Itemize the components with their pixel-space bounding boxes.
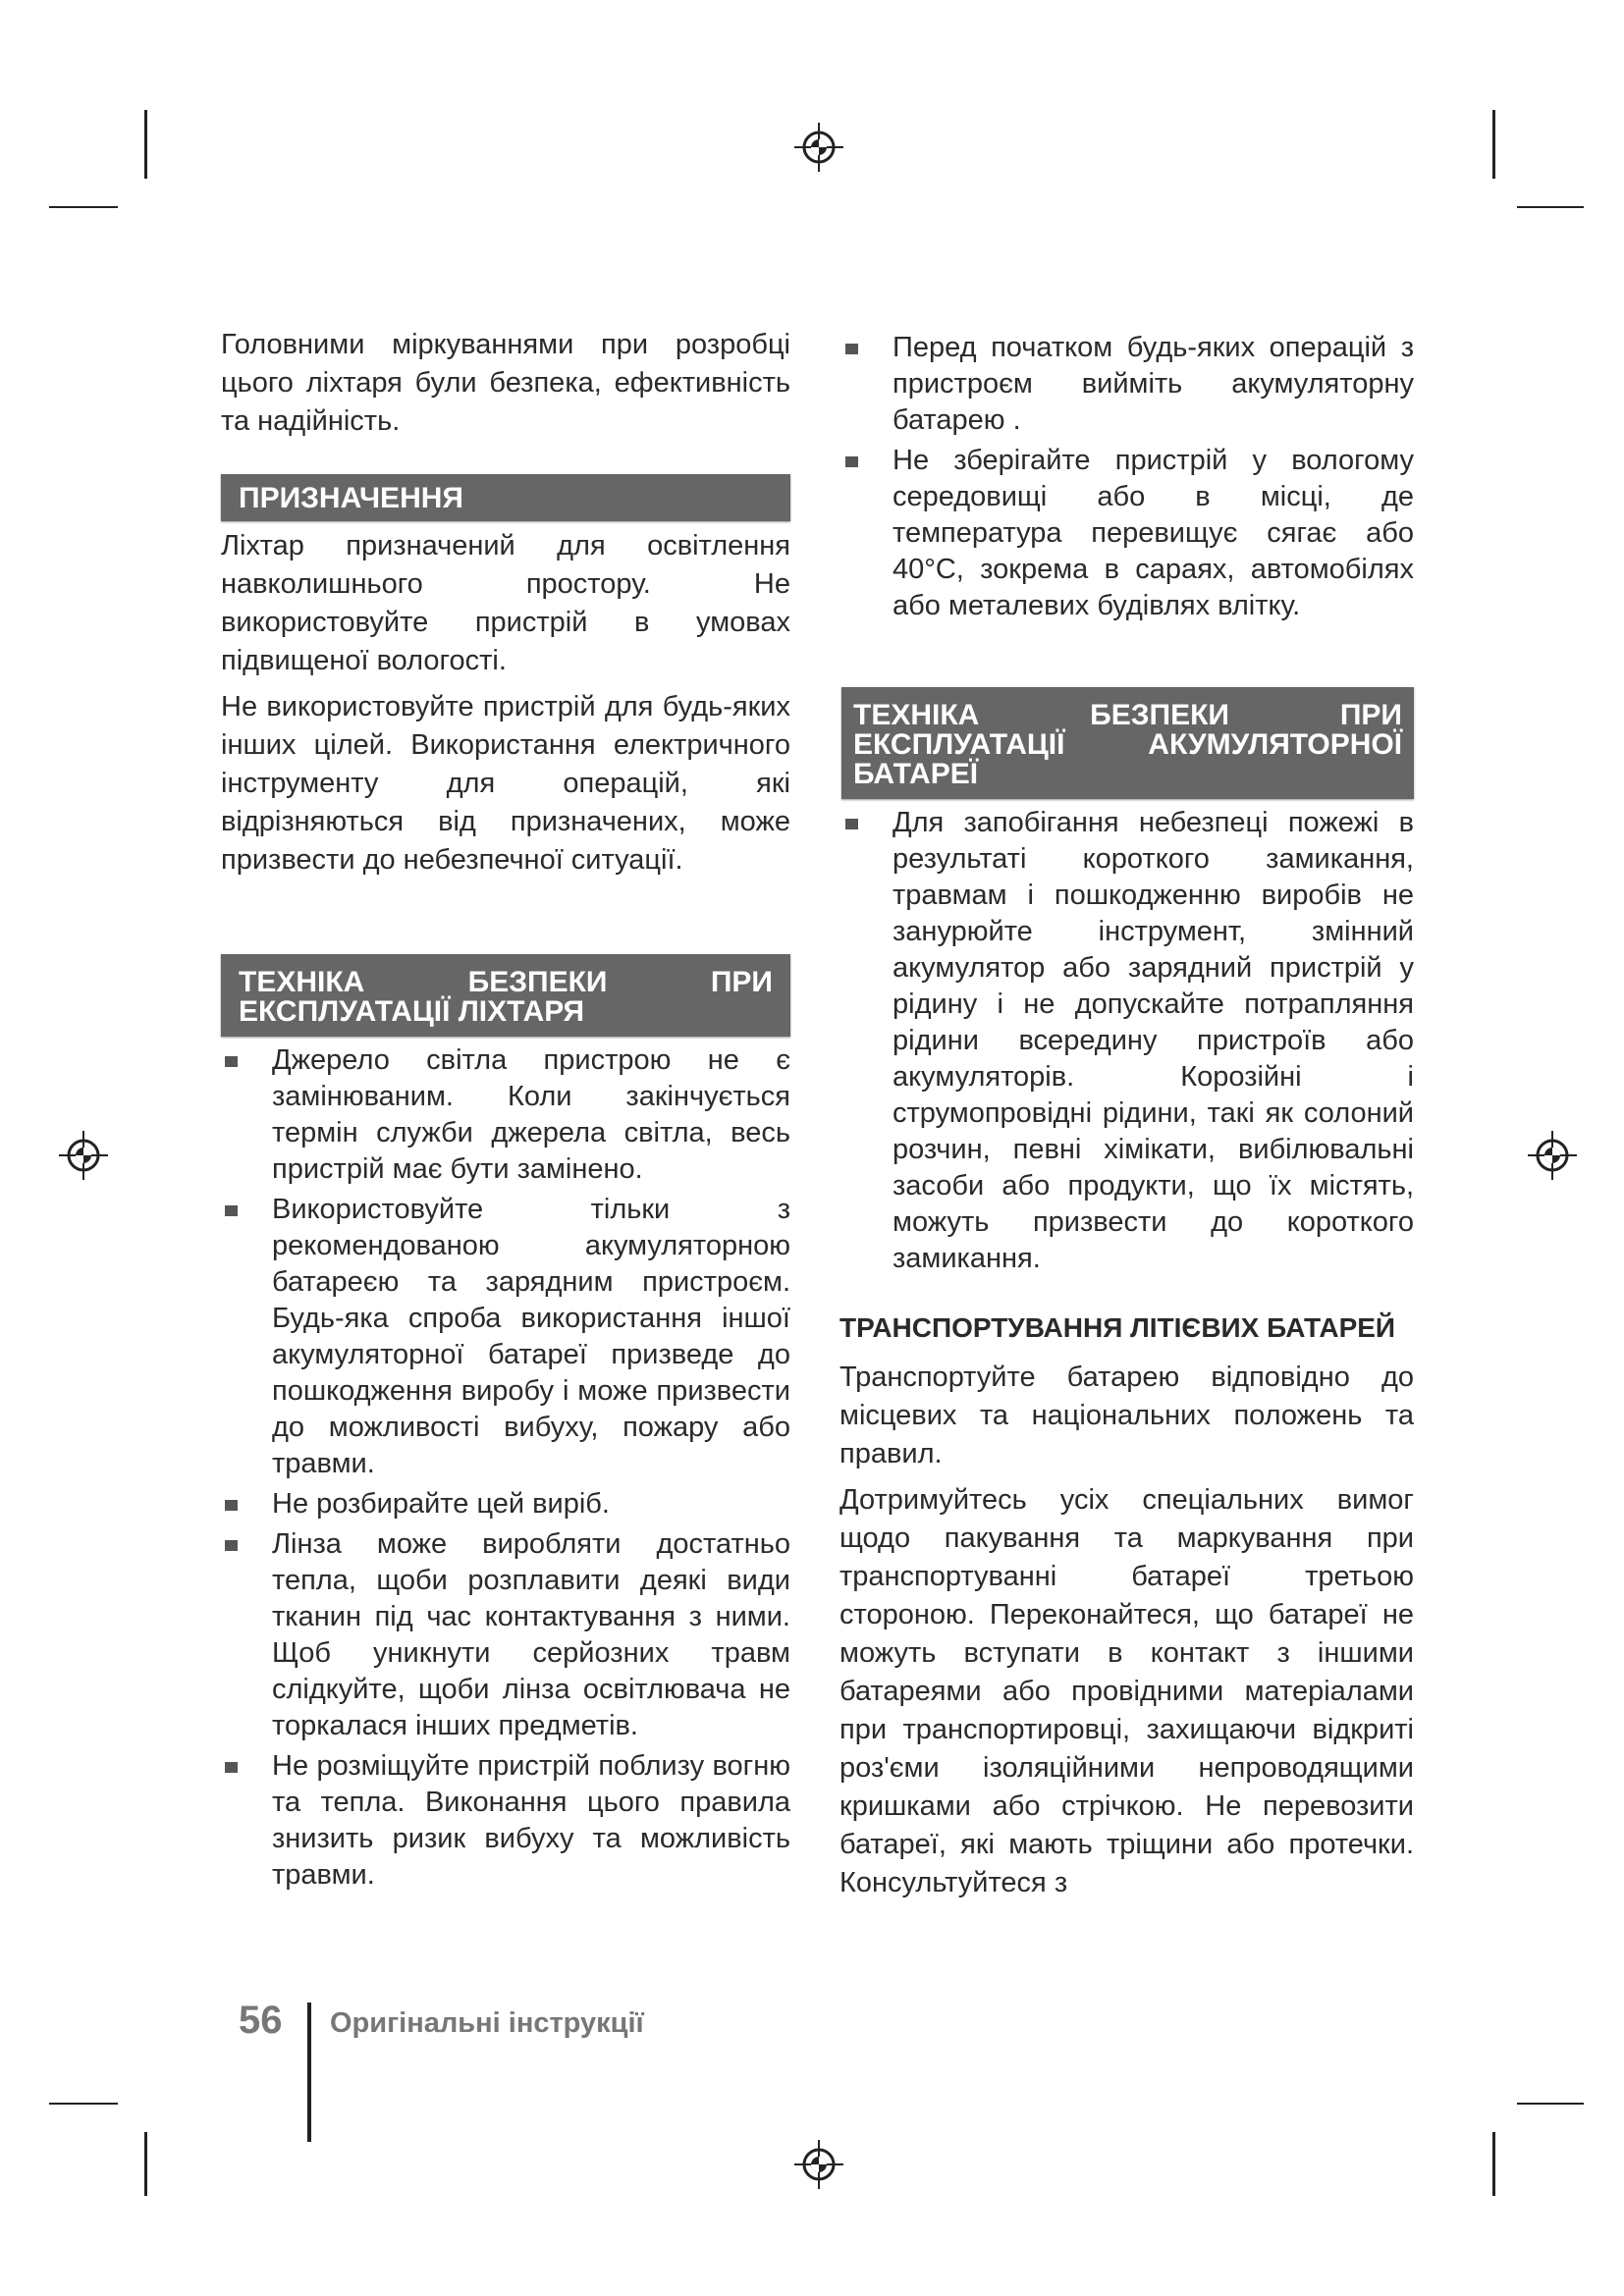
- bullet-icon: [845, 456, 858, 467]
- footer-divider: [307, 2002, 311, 2142]
- bullet-icon: [845, 344, 858, 354]
- list-item-text: Для запобігання небезпеці пожежі в результаті короткого замикання, травмам і пошкодженню виробів не занурюйте інструмент, змінний акумулятор або зарядний пристрій у рідину і не допускайте потрапляння рідини всередину пристроїв або акумуляторів. Корозійні і струмопровідні рідини, такі як солоний розчин, певні хімікати, вибілювальні засоби або продукти, що їх містять, можуть призвести до короткого замикання.: [893, 807, 1414, 1274]
- bullet-icon: [225, 1205, 238, 1216]
- subsection-heading: ТРАНСПОРТУВАННЯ ЛІТІЄВИХ БАТАРЕЙ: [839, 1312, 1396, 1343]
- bullet-icon: [225, 1056, 238, 1067]
- right-bullets: [841, 330, 1414, 628]
- crop-mark: [144, 2132, 147, 2196]
- list-item-text: Лінза може виробляти достатньо тепла, щоби розплавити деякі види тканин під час контактування з ними. Щоб уникнути серйозних травм слідкуйте, щоби лінза освітлювача не торкалася інших предметів.: [272, 1528, 790, 1741]
- list-item: [221, 1192, 790, 1482]
- crop-mark: [49, 2103, 118, 2105]
- crop-mark: [49, 206, 118, 208]
- intro-block: [221, 326, 790, 449]
- list-item: [841, 443, 1414, 624]
- bullet-icon: [845, 819, 858, 829]
- registration-mark-icon: [792, 2138, 845, 2191]
- bullet-icon: [225, 1540, 238, 1551]
- paragraph: Не використовуйте пристрій для будь-яких інших цілей. Використання електричного інструменту для операцій, які відрізняються від призначених, може призвести до небезпечної ситуації.: [221, 691, 790, 876]
- list-item: [221, 1042, 790, 1188]
- list-item-text: Не розбирайте цей виріб.: [272, 1488, 610, 1520]
- registration-mark-icon: [1526, 1129, 1579, 1182]
- list-item-text: Перед початком будь-яких операцій з пристроєм вийміть акумуляторну батарею .: [893, 332, 1414, 436]
- section-transport: [839, 1311, 1414, 1910]
- paragraph: Ліхтар призначений для освітлення навколишнього простору. Не використовуйте пристрій в умовах підвищеної вологості.: [221, 530, 790, 676]
- crop-mark: [1517, 206, 1584, 208]
- section-battery-safety: [841, 687, 1414, 1281]
- registration-mark-icon: [792, 121, 845, 174]
- list-item: [841, 805, 1414, 1277]
- page-number: 56: [239, 1999, 283, 2042]
- bullet-icon: [225, 1500, 238, 1511]
- paragraph: Дотримуйтесь усіх спеціальних вимог щодо пакування та маркування при транспортуванні батареї третьою стороною. Переконайтеся, що батареї не можуть вступати в контакт з іншими батареями або провідними матеріалами при транспортировці, захищаючи відкриті роз'єми ізоляційними непроводящими кришками або стрічкою. Не перевозити батареї, які мають тріщини або протечки. Консультуйтеся з: [839, 1484, 1414, 1898]
- crop-mark: [1492, 2132, 1495, 2196]
- list-item: [841, 330, 1414, 439]
- list-item-text: Джерело світла пристрою не є замінюваним. Коли закінчується термін служби джерела світла, весь пристрій має бути замінено.: [272, 1044, 790, 1185]
- section-purpose: [221, 474, 790, 887]
- intro-paragraph: Головними міркуваннями при розробці цього ліхтаря були безпека, ефективність та надійність.: [221, 329, 790, 437]
- registration-mark-icon: [57, 1129, 110, 1182]
- section-lamp-safety: [221, 954, 790, 1897]
- paragraph: Транспортуйте батарею відповідно до місцевих та національних положень та правил.: [839, 1362, 1414, 1469]
- crop-mark: [1517, 2103, 1584, 2105]
- crop-mark: [1492, 110, 1495, 179]
- section-heading: ТЕХНІКА БЕЗПЕКИ ПРИ ЕКСПЛУАТАЦІЇ АКУМУЛЯТОРНОЇ БАТАРЕЇ: [841, 687, 1414, 799]
- footer-title: Оригінальні інструкції: [330, 2007, 644, 2039]
- list-item-text: Використовуйте тільки з рекомендованою акумуляторною батареєю та зарядним пристроєм. Будь-яка спроба використання іншої акумуляторної батареї призведе до пошкодження виробу і може призвести до можливості вибуху, пожару або травми.: [272, 1194, 790, 1479]
- section-heading: ТЕХНІКА БЕЗПЕКИ ПРИ ЕКСПЛУАТАЦІЇ ЛІХТАРЯ: [221, 954, 790, 1037]
- list-item: [221, 1526, 790, 1744]
- list-item-text: Не зберігайте пристрій у вологому середовищі або в місці, де температура перевищує сягає або 40°C, зокрема в сараях, автомобілях або металевих будівлях влітку.: [893, 445, 1414, 621]
- bullet-icon: [225, 1762, 238, 1773]
- list-item: [221, 1486, 790, 1522]
- list-item: [221, 1748, 790, 1894]
- section-heading: ПРИЗНАЧЕННЯ: [221, 474, 790, 521]
- list-item-text: Не розміщуйте пристрій поблизу вогню та тепла. Виконання цього правила знизить ризик вибуху та можливість травми.: [272, 1750, 790, 1891]
- crop-mark: [144, 110, 147, 179]
